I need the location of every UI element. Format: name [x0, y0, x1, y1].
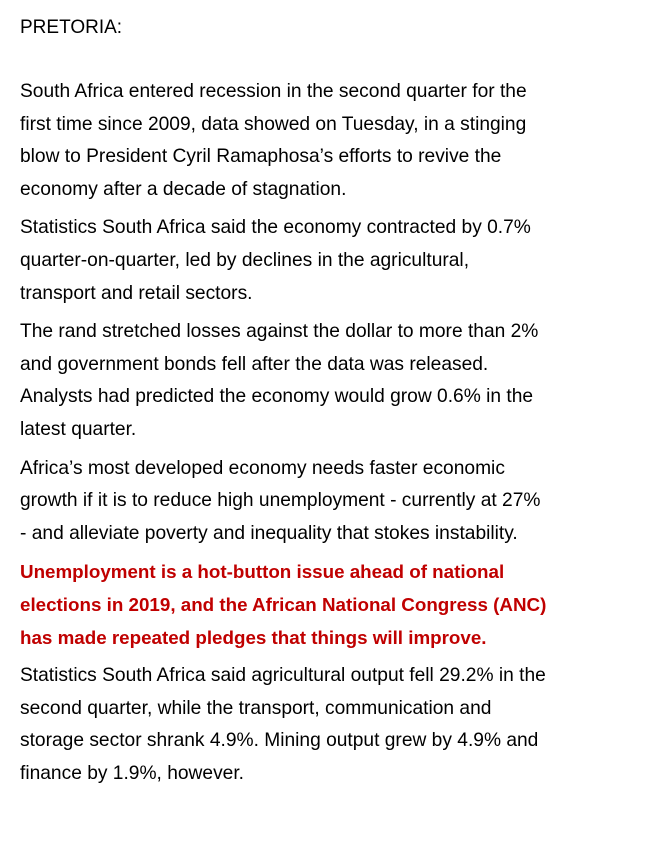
paragraph-line: The rand stretched losses against the dollar to more than 2% — [20, 321, 539, 343]
paragraph-contraction — [20, 212, 632, 310]
article — [20, 14, 632, 796]
paragraph-line: growth if it is to reduce high unemployment - currently at 27% — [20, 490, 541, 512]
paragraph-line: blow to President Cyril Ramaphosa’s efforts to revive the — [20, 146, 502, 168]
paragraph-line: latest quarter. — [20, 418, 137, 440]
paragraph-line: storage sector shrank 4.9%. Mining output grew by 4.9% and — [20, 730, 539, 752]
paragraph-line: South Africa entered recession in the second quarter for the — [20, 81, 527, 102]
paragraph-line: Statistics South Africa said agricultural output fell 29.2% in the — [20, 665, 546, 687]
paragraph-line: Unemployment is a hot-button issue ahead of national — [20, 561, 505, 583]
paragraph-line: and government bonds fell after the data was released. — [20, 353, 489, 375]
paragraph-line: economy after a decade of stagnation. — [20, 178, 347, 200]
paragraph-line: - and alleviate poverty and inequality that stokes instability. — [20, 522, 518, 544]
paragraph-line: quarter-on-quarter, led by declines in the agricultural, — [20, 249, 470, 271]
paragraph-line: second quarter, while the transport, communication and — [20, 697, 492, 719]
paragraph-line: first time since 2009, data showed on Tuesday, in a stinging — [20, 113, 527, 135]
paragraph-line: Africa’s most developed economy needs faster economic — [20, 457, 505, 479]
paragraph-sectors — [20, 660, 632, 790]
paragraph-line: elections in 2019, and the African National Congress (ANC) — [20, 593, 547, 615]
paragraph-unemployment — [20, 453, 632, 551]
paragraph-line: transport and retail sectors. — [20, 282, 253, 304]
paragraph-line: finance by 1.9%, however. — [20, 762, 244, 784]
highlighted-paragraph — [20, 556, 632, 654]
paragraph-rand — [20, 316, 632, 446]
paragraph-line: Analysts had predicted the economy would grow 0.6% in the — [20, 386, 534, 408]
dateline: PRETORIA: — [20, 17, 123, 38]
paragraph-line: Statistics South Africa said the economy contracted by 0.7% — [20, 217, 531, 239]
paragraph-recession — [20, 76, 632, 206]
paragraph-line: has made repeated pledges that things will improve. — [20, 626, 487, 648]
